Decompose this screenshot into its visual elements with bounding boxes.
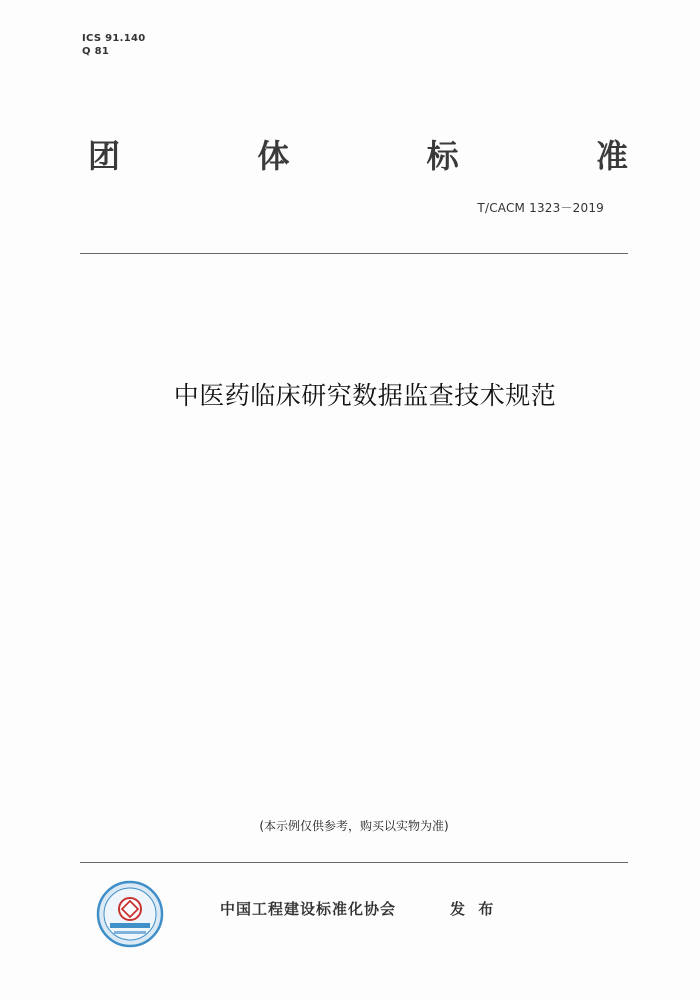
- standard-type-heading: [88, 132, 628, 176]
- document-title: 中医药临床研究数据监查技术规范: [173, 381, 557, 410]
- standard-type-char: 团: [88, 137, 121, 175]
- association-seal-icon: [96, 880, 164, 948]
- sample-note: (本示例仅供参考，购买以实物为准): [259, 819, 449, 833]
- top-divider: [80, 253, 628, 254]
- ccs-code: Q 81: [82, 46, 110, 57]
- classification-codes: [82, 32, 146, 58]
- standard-type-char: 准: [595, 137, 628, 175]
- publish-label: 发 布: [450, 900, 498, 918]
- standard-number: T/CACM 1323－2019: [477, 201, 604, 215]
- bottom-divider: [80, 862, 628, 863]
- publisher-name: 中国工程建设标准化协会: [220, 900, 397, 918]
- ics-code: ICS 91.140: [82, 33, 146, 44]
- standard-type-char: 标: [426, 137, 459, 175]
- standard-type-char: 体: [257, 137, 290, 175]
